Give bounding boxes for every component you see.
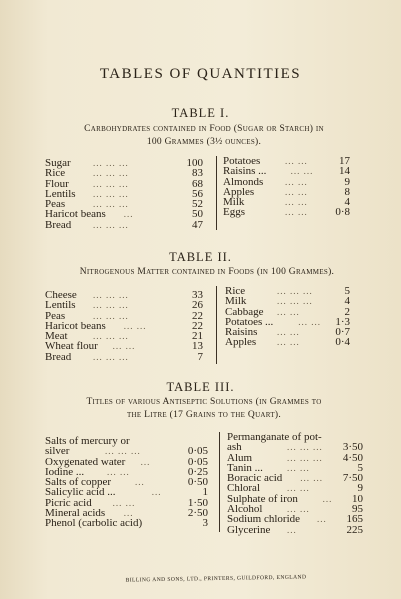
row-value: 9	[357, 482, 363, 495]
table-row	[225, 337, 358, 347]
row-value: 9	[344, 175, 350, 188]
row-label: Bread	[45, 218, 72, 231]
row-leader-dots: ... ... ...	[93, 168, 129, 179]
row-label: Glycerine	[227, 523, 271, 536]
row-leader-dots: ... ...	[285, 176, 308, 187]
page-title: TABLES OF QUANTITIES	[99, 66, 302, 82]
row-value: 13	[192, 340, 203, 353]
row-value: 2	[344, 305, 350, 318]
row-label: Raisins ...	[223, 165, 267, 178]
row-leader-dots: ... ...	[285, 207, 308, 218]
row-leader-dots: ... ... ...	[93, 158, 129, 168]
row-leader-dots: ... ... ...	[93, 219, 129, 230]
row-value: 21	[192, 330, 203, 343]
row-label: Flour	[45, 177, 69, 190]
row-value: 10	[352, 492, 363, 505]
row-leader-dots: ... ... ...	[93, 310, 129, 321]
row-value: 22	[192, 309, 203, 322]
row-label: Meat	[45, 330, 68, 343]
row-leader-dots: ...	[135, 477, 145, 488]
table3-left-column	[45, 436, 210, 529]
row-leader-dots: ... ... ...	[93, 331, 129, 342]
row-label: Phenol (carbolic acid)	[45, 517, 143, 530]
row-label: Salicylic acid ...	[45, 486, 116, 499]
row-value: 7·50	[342, 472, 363, 485]
row-leader-dots: ... ...	[290, 166, 314, 177]
row-leader-dots: ... ...	[277, 337, 300, 348]
row-value: 1·3	[335, 315, 350, 328]
row-value: 14	[339, 165, 350, 178]
table-row	[45, 518, 210, 528]
row-label: Lentils	[45, 299, 76, 312]
row-value: 7	[197, 350, 203, 363]
row-label: Milk	[225, 295, 247, 308]
row-label: Lentils	[45, 187, 76, 200]
table-row	[45, 321, 205, 331]
row-leader-dots: ... ... ...	[287, 442, 323, 453]
row-value: 8	[344, 185, 350, 198]
row-label: Peas	[45, 309, 66, 322]
table3-caption-line1: Titles of various Antiseptic Solutions (in Grammes to	[86, 397, 322, 407]
table3-caption	[46, 396, 362, 422]
row-leader-dots: ... ... ...	[93, 178, 129, 189]
row-leader-dots: ...	[140, 456, 151, 467]
row-label: Iodine ...	[45, 465, 85, 478]
row-leader-dots: ... ... ...	[93, 188, 129, 199]
row-label: Raisins	[225, 326, 258, 339]
row-leader-dots: ... ...	[285, 186, 308, 197]
row-leader-dots: ... ... ...	[93, 351, 129, 362]
row-value: 2·50	[187, 507, 208, 520]
table1-caption-line1: Carbohydrates contained in Food (Sugar or Starch) in	[84, 124, 324, 134]
table3-right-column	[227, 432, 367, 535]
table-row	[227, 525, 367, 535]
table1-right-column	[223, 156, 358, 218]
row-value: 3	[202, 517, 208, 530]
row-value: 26	[192, 299, 203, 312]
row-value: 52	[192, 198, 203, 211]
row-value: 225	[346, 523, 363, 536]
row-value: 5	[357, 461, 363, 474]
row-label: Permanganate of pot-	[227, 431, 322, 443]
row-leader-dots: ... ...	[123, 320, 147, 331]
row-value: 4	[344, 295, 350, 308]
row-leader-dots: ... ...	[277, 306, 300, 317]
row-value: 3·50	[342, 441, 363, 454]
table1-left-column	[45, 158, 205, 230]
table1-caption	[44, 123, 364, 149]
table-row	[45, 158, 205, 168]
row-label: Tanin ...	[227, 461, 263, 474]
table-row	[45, 300, 205, 310]
table2-divider	[216, 286, 217, 364]
row-value: 83	[192, 167, 203, 180]
row-leader-dots: ... ...	[285, 156, 308, 166]
printer-imprint: BILLING AND SONS, LTD., PRINTERS, GUILDFORD, ENGLAND	[125, 574, 307, 584]
row-value: 22	[192, 319, 203, 332]
row-label: Cabbage	[225, 305, 264, 318]
row-label: Bread	[45, 350, 72, 363]
table-row	[45, 352, 205, 362]
row-value: 5	[344, 285, 350, 297]
row-leader-dots: ... ... ...	[93, 199, 129, 210]
row-value: 165	[346, 513, 363, 526]
row-label: Oxygenated water	[45, 455, 126, 468]
row-label: Apples	[223, 185, 255, 198]
row-label: Eggs	[223, 206, 245, 219]
row-label: Sulphate of iron	[227, 492, 298, 505]
row-label: Chloral	[227, 482, 260, 495]
row-leader-dots: ... ... ...	[93, 300, 129, 311]
row-value: 68	[192, 177, 203, 190]
row-value: 0·4	[335, 336, 350, 349]
table3-divider	[219, 432, 220, 532]
row-value: 56	[192, 187, 203, 200]
row-leader-dots: ... ... ...	[277, 296, 313, 307]
row-value: 17	[339, 155, 350, 167]
row-value: 100	[186, 157, 203, 169]
row-label: Rice	[45, 167, 66, 180]
row-label: Peas	[45, 198, 66, 211]
row-value: 0·25	[187, 465, 208, 478]
row-leader-dots: ...	[123, 508, 134, 519]
row-value: 4	[344, 196, 350, 209]
row-label: Rice	[225, 285, 246, 297]
row-leader-dots: ...	[151, 487, 162, 498]
table3-caption-line2: the Litre (17 Grains to the Quart).	[126, 410, 282, 420]
row-value: 0·7	[335, 326, 350, 339]
row-label: Alum	[227, 451, 253, 464]
row-label: Boracic acid	[227, 472, 283, 485]
row-label: Haricot beans	[45, 319, 106, 332]
row-leader-dots: ... ...	[112, 497, 136, 508]
row-leader-dots: ... ...	[107, 466, 130, 477]
row-value: 50	[192, 208, 203, 221]
table1-divider	[216, 156, 217, 230]
row-leader-dots: ...	[322, 493, 333, 504]
table-row	[45, 436, 210, 446]
row-label: Sugar	[45, 157, 71, 169]
row-leader-dots: ... ...	[287, 504, 310, 515]
row-value: 4·50	[342, 451, 363, 464]
row-label: silver	[45, 445, 70, 458]
row-leader-dots: ...	[317, 514, 327, 525]
table-row	[223, 207, 358, 217]
table1-title: TABLE I.	[171, 106, 230, 120]
row-label: Sodium chloride	[227, 513, 301, 526]
row-value: 0·8	[335, 206, 350, 219]
row-leader-dots: ... ... ...	[93, 290, 129, 300]
row-label: Potatoes ...	[225, 315, 274, 328]
row-value: 33	[192, 289, 203, 301]
row-label: ash	[227, 441, 242, 454]
table2-right-column	[225, 286, 358, 348]
row-label: Potatoes	[223, 155, 261, 167]
row-value: 0·50	[187, 476, 208, 489]
table3-body	[45, 431, 370, 536]
table-row	[45, 189, 205, 199]
table2-caption-line1: Nitrogenous Matter contained in Foods (in 100 Grammes).	[79, 267, 335, 277]
row-leader-dots: ... ...	[285, 197, 308, 208]
row-value: 0·05	[187, 455, 208, 468]
row-label: Wheat flour	[45, 340, 98, 353]
row-label: Apples	[225, 336, 257, 349]
row-label: Mineral acids	[45, 507, 106, 520]
row-leader-dots: ... ...	[287, 462, 310, 473]
table-row	[45, 220, 205, 230]
row-label: Salts of copper	[45, 476, 111, 489]
table2-left-column	[45, 290, 205, 362]
row-value: 95	[352, 503, 363, 516]
row-leader-dots: ... ...	[298, 316, 321, 327]
row-label: Almonds	[223, 175, 264, 188]
row-value: 1	[202, 486, 208, 499]
table1-body	[45, 155, 365, 238]
row-leader-dots: ... ... ...	[287, 452, 323, 463]
row-leader-dots: ... ... ...	[277, 286, 313, 296]
table-row	[45, 168, 205, 178]
row-leader-dots: ...	[123, 209, 134, 220]
table2-caption	[42, 266, 372, 279]
row-leader-dots: ... ... ...	[105, 446, 141, 457]
row-label: Milk	[223, 196, 245, 209]
row-value: 1·50	[187, 496, 208, 509]
row-value: 0·05	[187, 445, 208, 458]
row-label: Alcohol	[227, 503, 263, 516]
row-label: Picric acid	[45, 496, 92, 509]
row-leader-dots: ... ...	[287, 483, 310, 494]
row-leader-dots: ...	[287, 524, 297, 535]
row-label: Haricot beans	[45, 208, 106, 221]
row-label: Salts of mercury or	[45, 435, 130, 447]
row-leader-dots: ... ...	[277, 327, 300, 338]
table3-title: TABLE III.	[166, 380, 235, 394]
row-leader-dots: ... ...	[112, 341, 136, 352]
row-value: 47	[192, 218, 203, 231]
row-leader-dots: ... ...	[300, 473, 323, 484]
table2-body	[45, 285, 365, 370]
row-label: Cheese	[45, 289, 77, 301]
table1-caption-line2: 100 Grammes (3½ ounces).	[146, 137, 262, 147]
table2-title: TABLE II.	[169, 250, 232, 264]
